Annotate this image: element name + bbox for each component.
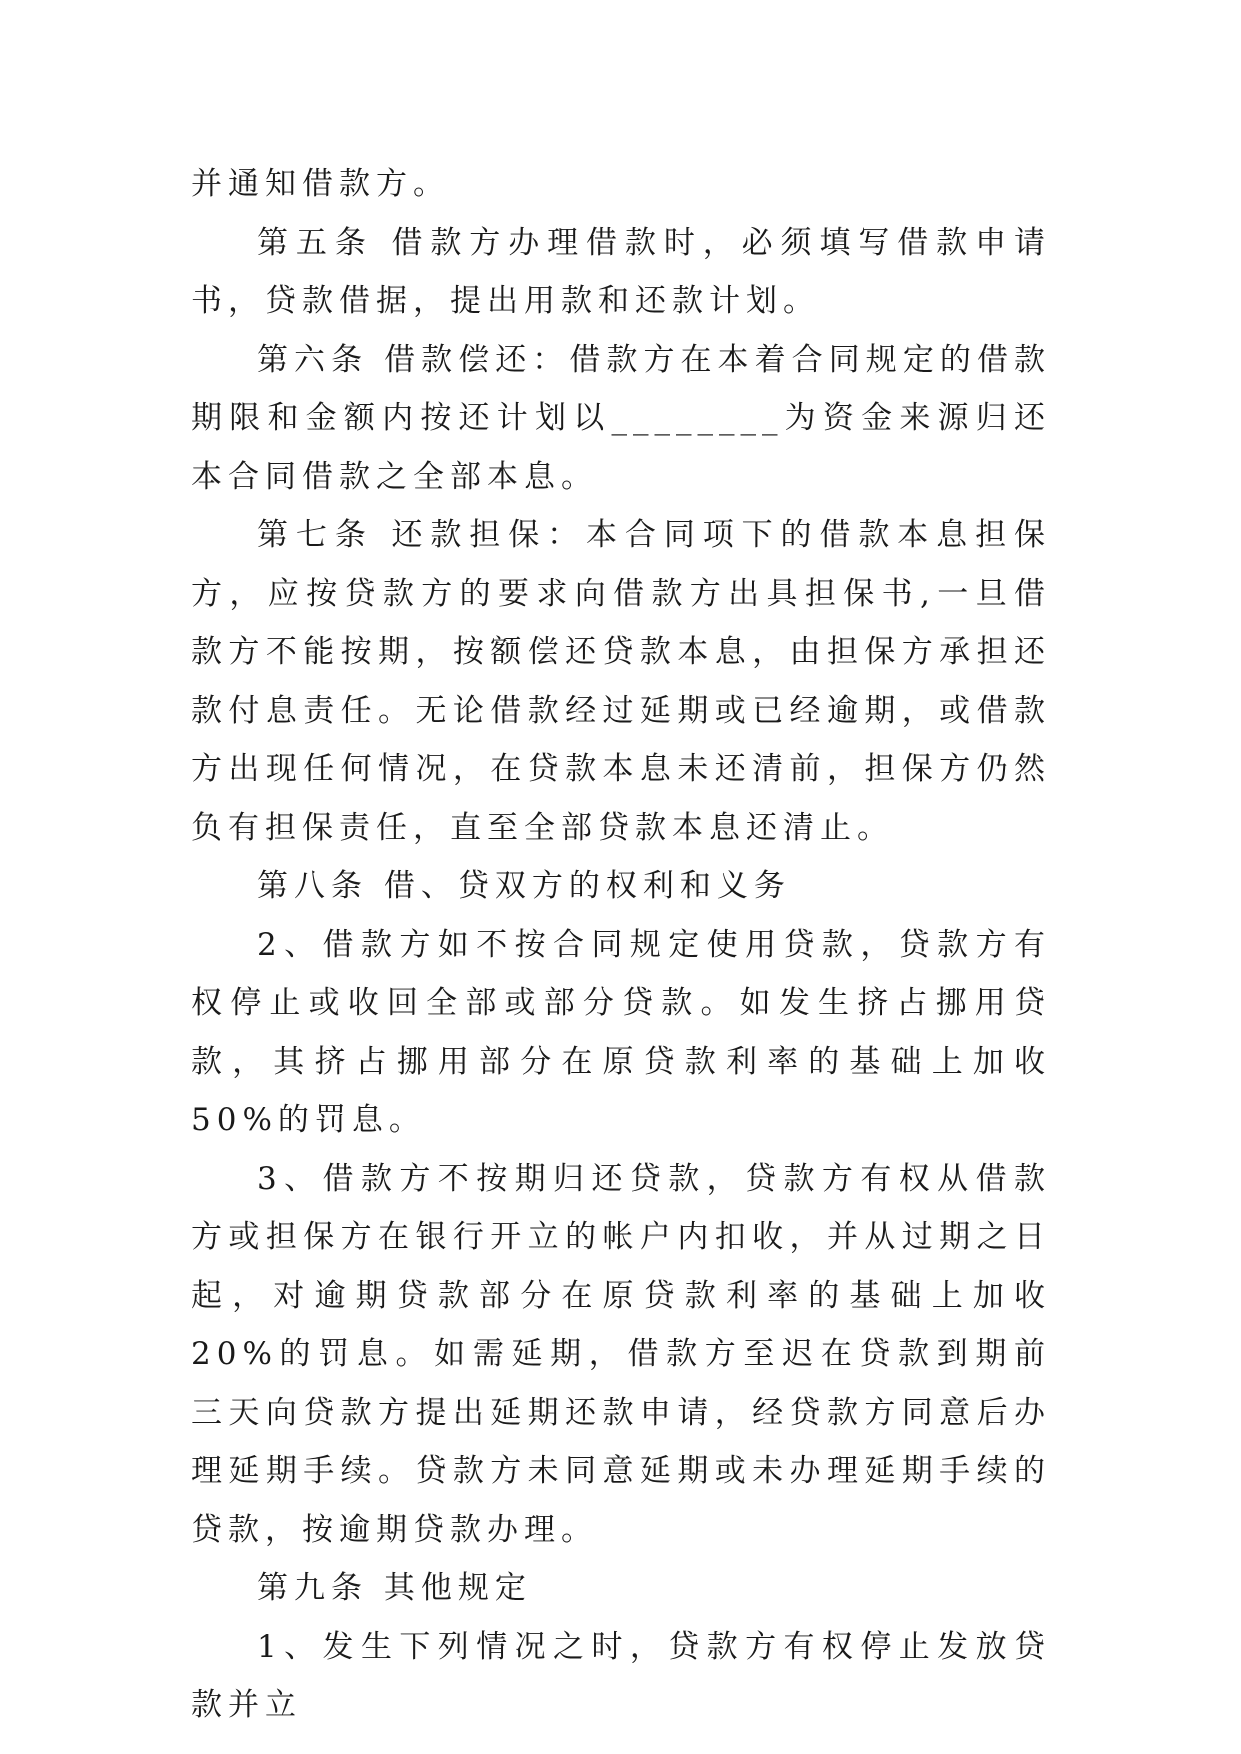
paragraph-article-8-item-2: 2、借款方如不按合同规定使用贷款，贷款方有权停止或收回全部或部分贷款。如发生挤占挪用贷款，其挤占挪用部分在原贷款利率的基础上加收 50%的罚息。 <box>191 926 1051 1138</box>
paragraph-article-7: 第七条 还款担保：本合同项下的借款本息担保方，应按贷款方的要求向借款方出具担保书,一旦借款方不能按期，按额偿还贷款本息，由担保方承担还款付息责任。无论借款经过延期或已经逾期，或借款方出现任何情况，在贷款本息未还清前，担保方仍然负有担保责任，直至全部贷款本息还清止。 <box>191 517 1051 846</box>
paragraph-article-9-heading: 第九条 其他规定 <box>257 1570 532 1606</box>
document-body <box>191 155 1051 1735</box>
paragraph-article-5: 第五条 借款方办理借款时，必须填写借款申请书，贷款借据，提出用款和还款计划。 <box>191 224 1051 319</box>
paragraph-article-9-item-1: 1、发生下列情况之时，贷款方有权停止发放贷款并立 <box>191 1628 1051 1723</box>
paragraph-article-8-item-3: 3、借款方不按期归还贷款，贷款方有权从借款方或担保方在银行开立的帐户内扣收，并从过期之日起，对逾期贷款部分在原贷款利率的基础上加收 20%的罚息。如需延期，借款方至迟在贷款到期前三天向贷款方提出延期还款申请，经贷款方同意后办理延期手续。贷款方未同意延期或未办理延期手续的贷款，按逾期贷款办理。 <box>191 1160 1051 1548</box>
paragraph-continuation: 并通知借款方。 <box>191 166 450 202</box>
paragraph-article-8-heading: 第八条 借、贷双方的权利和义务 <box>257 868 791 904</box>
paragraph-article-6: 第六条 借款偿还：借款方在本着合同规定的借款期限和金额内按还计划以________为资金来源归还本合同借款之全部本息。 <box>191 341 1051 495</box>
